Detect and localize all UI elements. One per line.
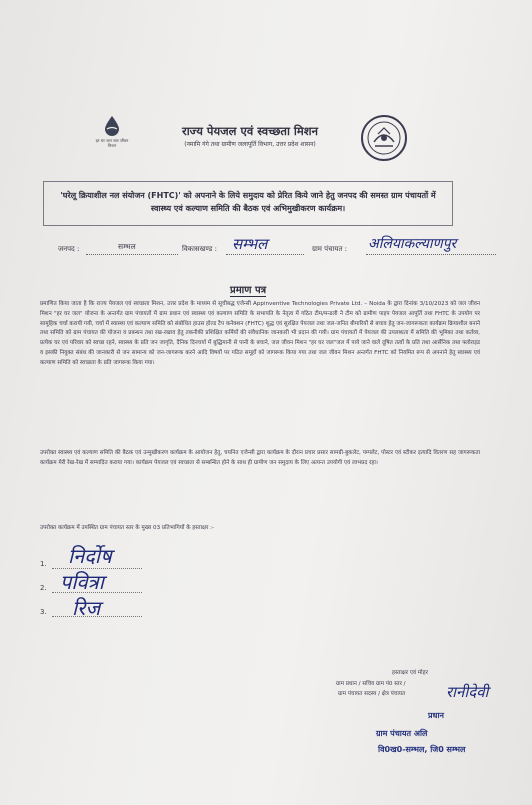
participants-intro: उपरोक्त कार्यक्रम में उपस्थित ग्राम पंचायत स्तर के मुख्य 03 प्रतिभागियों के हस्ताक्षर :- [40,525,215,531]
block-value-handwritten: सम्भल [232,235,268,253]
district-value: सम्भल [118,242,136,251]
signature-line [52,592,142,593]
pradhan-signature-block [0,660,532,805]
participant-number: 3. [40,608,47,616]
participant-row [40,596,101,620]
participant-signature: रिज [72,596,101,620]
panchayat-line [366,254,496,255]
participant-signature: निर्दोष [68,544,112,568]
block-line [226,254,304,255]
sign-and-seal-label: हस्ताक्षर एवं मोहर [392,670,428,676]
up-government-seal-icon [360,114,408,162]
certificate-title: प्रमाण पत्र [230,282,266,297]
water-drop-icon [104,116,120,136]
designation-line-1: ग्राम प्रधान / सचिव ग्राम पं0 स्तर / [336,681,406,687]
stamp-line-1: ग्राम पंचायत अलि [376,729,428,738]
signature-line [52,616,142,617]
letterhead [0,112,532,162]
certificate-paragraph-2: उपरोक्त स्वास्थ्य एवं कल्याण समिति की बैठक एवं उन्मुखीकरण कार्यक्रम के आयोजन हेतु, चयनित एजेन्सी द्वारा कार्यक्रम के दौरान प्रचार प्रसार सामग्री-बुकलेट, पम्पलेट, पोस्टर एवं स्टीकर इत्यादि वितरण सह जागरूकता कार्यक्रम मेरी रेख-रेख में सम्पादित कराया गया। कार्यक्रम पेयजल एवं स्वच्छता से सम्बन्धित होने के साथ ही ग्रामीण जन समुदाय के लिए अत्यन्त उपयोगी एवं लाभप्रद रहा। [40,450,480,466]
participant-row [40,544,112,568]
participant-row [40,570,104,594]
logo-caption: हर घर जल जल जीवन मिशन [95,138,129,148]
department-subtitle: (नमामि गंगे तथा ग्रामीण जलापूर्ति विभाग, उत्तर प्रदेश शासन) [184,141,316,148]
stamp-line-2: वि0ख0-सम्भल, जि0 सम्भल [378,745,466,754]
panchayat-value-handwritten: अलियाकल्याणपुर [368,236,457,252]
designation-line-2: ग्राम पंचायत सदस्य / क्षेत्र पंचायत [338,691,406,697]
certificate-paragraph-1: प्रमाणित किया जाता है कि राज्य पेयजल एवं स्वच्छता मिशन, उत्तर प्रदेश के माध्यम से सूचीबद्ध एजेन्सी Appinventive Technologies Private Ltd. – Noida के द्वारा दिनांक 3/10/2023 को जल जीवन मिशन "हर घर जल" योजना के अन्तर्गत ग्राम पंचायतों में ग्राम प्रधान एवं स्वास्थ्य एवं कल्याण समिति के सभापति के नेतृत्व में गठित टीम/मन्डली ने टीम को ग्रामीण पाइप पेयजल आपूर्ति तथा FHTC के उपयोग पर सामूहिक चर्चा करायी गयी, चर्चा में स्वास्थ्य एवं कल्याण समिति को संबोधित हाउस होल्ड टैप कनेक्शन (FHTC) शुद्ध एवं सुरक्षित पेयजल तथा जल-जनित बीमारियों से बचाव हेतु जन-जागरूकता कार्यक्रम क्रियाशील बनाने तथा समिति को ग्राम पंचायत की योजना व प्रबन्धन तथा रख-रखाव हेतु तकनीकी प्रशिक्षित कर्मियों की संवैधानिक जानकारी भी प्रदान की गयी। ग्राम पंचायतों में पेयजल की उपलब्धता में समिति की भूमिका तथा कर्तव्य, प्रत्येक घर एवं परिवार को स्वच्छ रहने, स्वास्थ्य के प्रति जन जागृति, दैनिक दिनचर्या में बुद्धिमानी से पानी के बचाने, जल जीवन मिशन "हर घर जल"जल में पाये जाने वाले दूषित तत्वों के प्रति तथा आर्सेनिक तथा फ्लोराइड व इसकी नियुक्त संबंध की जानकारी से जन सामान्य को जन-जागरूक करने आदि विषयों पर गठित समूहों को जागरूक किया गया तथा जल जीवन मिशन अन्तर्गत FHTC को नियमित रूप से अपनाने हेतु स्वास्थ्य एवं कल्याण समिति को स्वच्छता के प्रति जागरूक किया गया। [40,301,480,366]
block-label: विकासखण्ड : [182,245,218,253]
department-title: राज्य पेयजल एवं स्वच्छता मिशन [182,124,318,138]
stamp-title: प्रधान [428,711,444,720]
participant-signatures [0,544,532,660]
pradhan-signature: रानीदेवी [446,683,489,701]
location-fields [0,236,532,264]
district-line [86,254,178,255]
participant-number: 2. [40,584,47,592]
district-label: जनपद : [58,245,80,253]
panchayat-label: ग्राम पंचायत : [312,245,348,253]
subject-box: 'घरेलू क्रियाशील नल संयोजन (FHTC)' को अपनाने के लिये समुदाय को प्रेरित किये जाने हेतु जनपद की समस्त ग्राम पंचायतों में स्वास्थ्य एवं कल्याण समिति की बैठक एवं अभिमुखीकरण कार्यक्रम। [43,181,453,226]
participant-number: 1. [40,560,47,568]
participant-signature: पवित्रा [60,570,104,594]
jal-jeevan-mission-logo [94,116,130,160]
